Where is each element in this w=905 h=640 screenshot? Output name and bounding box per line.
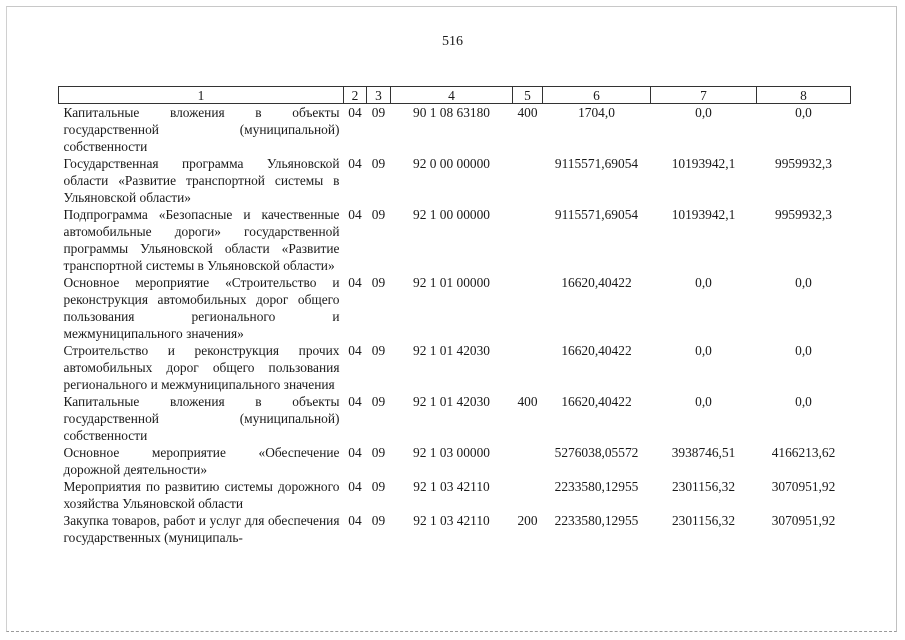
table-row xyxy=(59,155,851,206)
table-row xyxy=(59,206,851,274)
header-col-1: 1 xyxy=(59,87,344,104)
row-target-code: 90 1 08 63180 xyxy=(413,105,490,120)
row-section: 04 xyxy=(348,445,362,460)
row-amount-col7: 0,0 xyxy=(695,394,712,409)
row-amount-col8: 0,0 xyxy=(795,105,812,120)
row-amount-col6: 2233580,12955 xyxy=(554,513,639,528)
row-amount-col8: 0,0 xyxy=(795,343,812,358)
row-section: 04 xyxy=(348,513,362,528)
row-amount-col8: 0,0 xyxy=(795,275,812,290)
row-amount-col7: 10193942,1 xyxy=(671,207,736,222)
row-name: Основное мероприятие «Строительство и реконструкция автомобильных дорог общего пользования регионального и межмуниципального значения» xyxy=(63,275,340,341)
row-name: Капитальные вложения в объекты государственной (муниципальной) собственности xyxy=(63,105,340,154)
row-expense-type: 400 xyxy=(517,394,538,409)
row-amount-col6: 5276038,05572 xyxy=(554,445,639,460)
row-section: 04 xyxy=(348,105,362,120)
row-amount-col8: 3070951,92 xyxy=(771,479,836,494)
table-row xyxy=(59,104,851,156)
row-amount-col7: 2301156,32 xyxy=(671,513,736,528)
page-number: 516 xyxy=(442,34,463,49)
row-expense-type xyxy=(513,444,543,478)
row-target-code: 92 1 01 42030 xyxy=(413,343,490,358)
row-amount-col7: 0,0 xyxy=(695,105,712,120)
row-subsection: 09 xyxy=(371,275,386,290)
row-section: 04 xyxy=(348,394,362,409)
row-section: 04 xyxy=(348,343,362,358)
row-amount-col8: 9959932,3 xyxy=(775,156,832,171)
header-col-4: 4 xyxy=(391,87,513,104)
row-section: 04 xyxy=(348,207,362,222)
row-expense-type xyxy=(513,206,543,274)
row-amount-col6: 16620,40422 xyxy=(561,394,632,409)
row-name: Строительство и реконструкция прочих автомобильных дорог общего пользования регионального и межмуниципального значения xyxy=(63,343,340,392)
header-col-3: 3 xyxy=(367,87,391,104)
row-section: 04 xyxy=(348,156,362,171)
row-target-code: 92 1 01 00000 xyxy=(413,275,490,290)
budget-table xyxy=(58,86,851,546)
row-name: Капитальные вложения в объекты государственной (муниципальной) собственности xyxy=(63,394,340,443)
row-amount-col6: 9115571,69054 xyxy=(554,156,639,171)
row-name: Государственная программа Ульяновской области «Развитие транспортной системы в Ульяновской области» xyxy=(63,156,340,205)
row-expense-type xyxy=(513,342,543,393)
row-amount-col8: 0,0 xyxy=(795,394,812,409)
row-subsection: 09 xyxy=(371,105,386,120)
row-subsection: 09 xyxy=(371,513,386,528)
row-amount-col6: 1704,0 xyxy=(578,105,615,120)
table-row xyxy=(59,512,851,546)
row-subsection: 09 xyxy=(371,343,386,358)
row-expense-type: 200 xyxy=(517,513,538,528)
row-amount-col8: 9959932,3 xyxy=(775,207,832,222)
row-amount-col6: 16620,40422 xyxy=(561,275,632,290)
row-expense-type xyxy=(513,478,543,512)
row-subsection: 09 xyxy=(371,394,386,409)
row-amount-col7: 0,0 xyxy=(695,275,712,290)
row-amount-col7: 2301156,32 xyxy=(671,479,736,494)
row-amount-col7: 0,0 xyxy=(695,343,712,358)
row-section: 04 xyxy=(348,275,362,290)
row-target-code: 92 1 03 42110 xyxy=(413,479,490,494)
table-header-row xyxy=(59,87,851,104)
row-amount-col8: 3070951,92 xyxy=(771,513,836,528)
row-expense-type: 400 xyxy=(517,105,538,120)
row-amount-col8: 4166213,62 xyxy=(771,445,836,460)
row-name: Мероприятия по развитию системы дорожного хозяйства Ульяновской области xyxy=(63,479,340,511)
table-row xyxy=(59,274,851,342)
row-target-code: 92 1 03 00000 xyxy=(413,445,490,460)
row-target-code: 92 0 00 00000 xyxy=(413,156,490,171)
table-row xyxy=(59,478,851,512)
row-amount-col6: 2233580,12955 xyxy=(554,479,639,494)
row-subsection: 09 xyxy=(371,156,386,171)
row-expense-type xyxy=(513,274,543,342)
header-col-7: 7 xyxy=(651,87,757,104)
row-target-code: 92 1 00 00000 xyxy=(413,207,490,222)
row-name: Закупка товаров, работ и услуг для обеспечения государственных (муниципаль- xyxy=(63,513,340,545)
row-subsection: 09 xyxy=(371,479,386,494)
table-row xyxy=(59,342,851,393)
row-name: Подпрограмма «Безопасные и качественные автомобильные дороги» государственной программы Ульяновской области «Развитие транспортной системы в Ульяновской области» xyxy=(63,207,340,273)
row-amount-col7: 10193942,1 xyxy=(671,156,736,171)
row-expense-type xyxy=(513,155,543,206)
row-name: Основное мероприятие «Обеспечение дорожной деятельности» xyxy=(63,445,340,477)
row-subsection: 09 xyxy=(371,207,386,222)
row-subsection: 09 xyxy=(371,445,386,460)
header-col-8: 8 xyxy=(757,87,851,104)
row-section: 04 xyxy=(348,479,362,494)
header-col-2: 2 xyxy=(344,87,367,104)
row-amount-col6: 16620,40422 xyxy=(561,343,632,358)
header-col-5: 5 xyxy=(513,87,543,104)
row-amount-col6: 9115571,69054 xyxy=(554,207,639,222)
header-col-6: 6 xyxy=(543,87,651,104)
row-target-code: 92 1 01 42030 xyxy=(413,394,490,409)
row-target-code: 92 1 03 42110 xyxy=(413,513,490,528)
table-row xyxy=(59,444,851,478)
row-amount-col7: 3938746,51 xyxy=(671,445,736,460)
table-row xyxy=(59,393,851,444)
